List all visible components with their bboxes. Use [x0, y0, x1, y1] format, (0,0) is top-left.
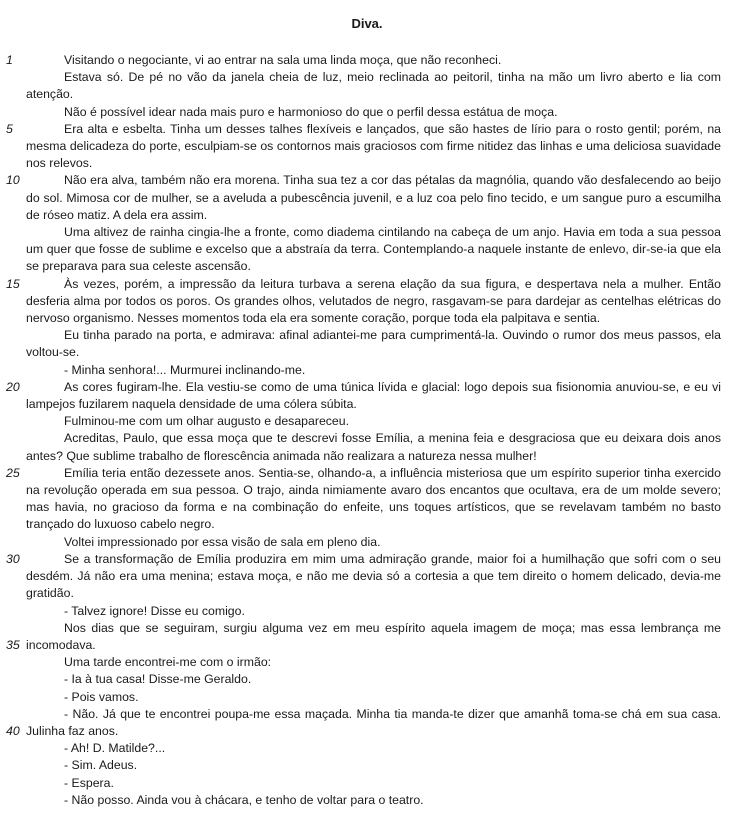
paragraph-text: As cores fugiram-lhe. Ela vestiu-se como de uma túnica lívida e glacial: logo depois sua fisionomia anuviou-se, e eu vi lampejos fuzilarem naquela densidade de uma cólera súbita. — [26, 379, 721, 412]
paragraph — [6, 551, 721, 603]
paragraph — [26, 104, 721, 121]
paragraph-text: - Minha senhora!... Murmurei inclinando-me. — [64, 362, 306, 377]
paragraph-text: Acreditas, Paulo, que essa moça que te descrevi fosse Emília, a menina feia e desgraciosa que eu deixara dois anos antes? Que sublime trabalho de florescência animada não realizara a natureza nessa mulher! — [26, 431, 721, 463]
paragraph — [26, 413, 721, 430]
document-body — [6, 52, 721, 809]
paragraph-text: - Espera. — [64, 775, 114, 790]
paragraph-text: Às vezes, porém, a impressão da leitura turbava a serena elação da sua figura, e despertava nela a mulher. Então desferia alma por todos os poros. Os grandes olhos, velutados de negro, rasgavam-se para dardejar as centelhas elétricas do nervoso organismo. Nesses momentos toda ela era somente coração, porque toda ela palpitava e sentia. — [26, 276, 721, 326]
line-number: 40 — [6, 723, 20, 738]
paragraph-text: Emília teria então dezessete anos. Sentia-se, olhando-a, a influência misteriosa que um espírito superior tinha exercido na revolução operada em sua pessoa. O trajo, ainda nimiamente avaro dos encantos que ocultava, era de um molde severo; mas havia, no gracioso da forma e na combinação do enfeite, uns toques artísticos, que se revelavam também no basto trançado do luxuoso cabelo negro. — [26, 465, 721, 532]
line-number: 25 — [6, 465, 20, 480]
paragraph — [6, 465, 721, 534]
paragraph-text: Uma altivez de rainha cingia-lhe a fronte, como diadema cintilando na cabeça de um anjo. Havia em toda a sua pessoa um quer que fosse de sublime e excelso que a abstraía da terra. Contemplando-a naquele instante de enlevo, dir-se-ia que ela se preparava para sua celeste ascensão. — [26, 225, 721, 274]
paragraph-text: - Não. Já que te encontrei poupa-me essa maçada. Minha tia manda-te dizer que amanhã toma-se chá em sua casa. Julinha faz anos. — [26, 706, 721, 738]
line-number: 20 — [6, 379, 20, 394]
paragraph-text: Eu tinha parado na porta, e admirava: afinal adiantei-me para cumprimentá-la. Ouvindo o rumor dos meus passos, ela voltou-se. — [26, 328, 721, 360]
paragraph — [6, 706, 721, 740]
paragraph — [6, 620, 721, 654]
line-number: 30 — [6, 551, 20, 566]
paragraph — [26, 689, 721, 706]
paragraph — [26, 740, 721, 757]
paragraph — [6, 172, 721, 224]
paragraph — [26, 327, 721, 361]
paragraph — [26, 757, 721, 774]
paragraph-text: Uma tarde encontrei-me com o irmão: — [64, 655, 272, 670]
paragraph — [26, 534, 721, 551]
paragraph — [6, 52, 721, 69]
paragraph-text: Visitando o negociante, vi ao entrar na sala uma linda moça, que não reconheci. — [64, 53, 502, 67]
paragraph — [26, 603, 721, 620]
paragraph — [26, 654, 721, 671]
paragraph-text: Não era alva, também não era morena. Tinha sua tez a cor das pétalas da magnólia, quando vão desfalecendo ao beijo do sol. Mimosa cor de mulher, se a aveluda a pubescência juvenil, e a luz coa pelo fino tecido, e um sangue puro a escumilha de róseo matiz. A dela era assim. — [26, 173, 721, 222]
paragraph — [26, 69, 721, 103]
line-number: 10 — [6, 173, 20, 188]
paragraph — [6, 121, 721, 173]
paragraph — [26, 775, 721, 792]
paragraph-text: - Ah! D. Matilde?... — [64, 741, 166, 756]
paragraph-text: - Pois vamos. — [64, 689, 139, 704]
line-number: 35 — [6, 637, 20, 652]
paragraph-text: Nos dias que se seguiram, surgiu alguma vez em meu espírito aquela imagem de moça; mas essa lembrança me incomodava. — [26, 620, 721, 652]
line-number: 15 — [6, 276, 20, 291]
paragraph — [26, 224, 721, 276]
paragraph — [6, 276, 721, 328]
paragraph — [26, 792, 721, 809]
paragraph — [26, 362, 721, 379]
line-number: 5 — [6, 121, 13, 136]
paragraph-text: Se a transformação de Emília produzira em mim uma admiração grande, maior foi a humilhação que sofri com o seu desdém. Já não era uma menina; estava moça, e não me devia só a cortesia a que tem direito o homem delicado, devia-me gratidão. — [26, 551, 721, 601]
line-number: 1 — [6, 53, 13, 67]
paragraph-text: Estava só. De pé no vão da janela cheia de luz, meio reclinada ao peitoril, tinha na mão um livro aberto e lia com atenção. — [26, 70, 721, 102]
paragraph — [6, 379, 721, 413]
paragraph — [26, 671, 721, 688]
paragraph-text: - Não posso. Ainda vou à chácara, e tenho de voltar para o teatro. — [64, 792, 424, 807]
paragraph — [26, 430, 721, 464]
paragraph-text: - Talvez ignore! Disse eu comigo. — [64, 603, 245, 618]
paragraph-text: - Sim. Adeus. — [64, 758, 138, 773]
paragraph-text: - Ia à tua casa! Disse-me Geraldo. — [64, 672, 252, 687]
paragraph-text: Era alta e esbelta. Tinha um desses talhes flexíveis e lançados, que são hastes de lírio para o rosto gentil; porém, na mesma delicadeza do porte, esculpiam-se os contornos mais graciosos com firme nitidez das linhas e uma deliciosa suavidade nos relevos. — [26, 121, 721, 171]
document-title: Diva. — [351, 16, 383, 31]
paragraph-text: Fulminou-me com um olhar augusto e desapareceu. — [64, 414, 350, 429]
paragraph-text: Voltei impressionado por essa visão de sala em pleno dia. — [64, 534, 381, 549]
paragraph-text: Não é possível idear nada mais puro e harmonioso do que o perfil dessa estátua de moça. — [64, 104, 558, 119]
